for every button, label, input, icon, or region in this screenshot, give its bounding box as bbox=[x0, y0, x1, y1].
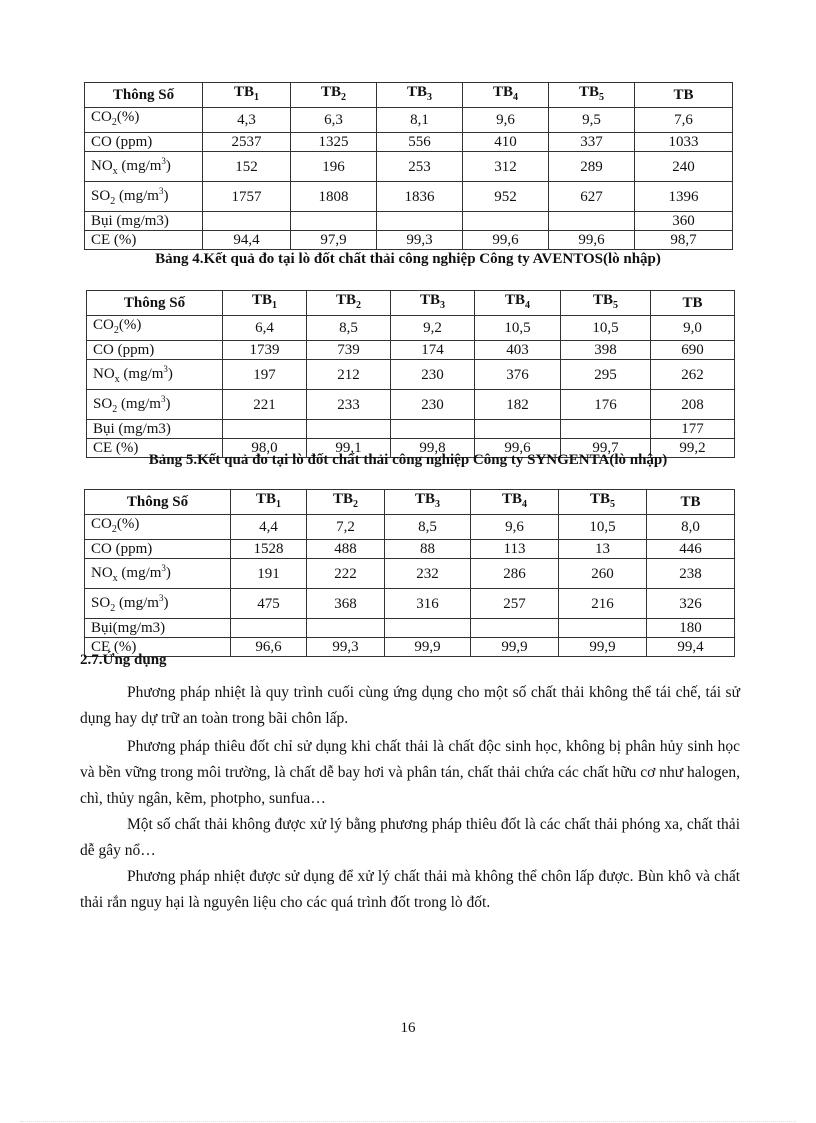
value-cell bbox=[561, 420, 651, 439]
value-cell bbox=[475, 420, 561, 439]
param-cell: $SO_2$ $(mg/m^3)$ bbox=[85, 589, 231, 619]
value-cell: 232 bbox=[385, 559, 471, 589]
paragraph-2: Phương pháp thiêu đốt chỉ sử dụng khi chất thải là chất độc sinh học, không bị phân hủy sinh học và bền vững trong môi trường, là chất dễ bay hơi và phân tán, chất thải chứa các chất hữu cơ như halogen, chì, thủy ngân, kẽm, photpho, sunfua… bbox=[80, 738, 740, 807]
table-5-caption: Bảng 5.Kết quả đo tại lò đốt chất thải công nghiệp Công ty SYNGENTA(lò nhập) bbox=[148, 452, 668, 468]
param-cell: $CO_2(\%)$ bbox=[87, 316, 223, 341]
header-col: $TB_1$ bbox=[223, 291, 307, 316]
table-row bbox=[85, 152, 733, 182]
value-cell: 13 bbox=[559, 540, 647, 559]
header-param: Thông Số bbox=[85, 490, 231, 515]
value-cell bbox=[203, 212, 291, 231]
value-cell bbox=[471, 619, 559, 638]
header-col: $TB_5$ bbox=[549, 83, 635, 108]
value-cell bbox=[377, 212, 463, 231]
value-cell: 99,9 bbox=[559, 638, 647, 657]
table-row bbox=[85, 108, 733, 133]
param-cell: $NO_x$ $(mg/m^3)$ bbox=[85, 559, 231, 589]
page-bottom-border bbox=[20, 1121, 796, 1122]
header-col: $TB_2$ bbox=[291, 83, 377, 108]
param-cell: $SO_2$ $(mg/m^3)$ bbox=[87, 390, 223, 420]
param-cell: $NO_x$ $(mg/m^3)$ bbox=[87, 360, 223, 390]
param-cell: $CO_2(\%)$ bbox=[85, 108, 203, 133]
value-cell: 7,2 bbox=[307, 515, 385, 540]
value-cell: 99,6 bbox=[475, 439, 561, 458]
table-4-caption: Bảng 4.Kết quả đo tại lò đốt chất thải công nghiệp Công ty AVENTOS(lò nhập) bbox=[155, 251, 661, 267]
value-cell: 9,6 bbox=[471, 515, 559, 540]
table-header-row bbox=[85, 490, 735, 515]
value-cell: 410 bbox=[463, 133, 549, 152]
value-cell bbox=[307, 420, 391, 439]
table-row bbox=[85, 212, 733, 231]
value-cell: 739 bbox=[307, 341, 391, 360]
value-cell: 99,6 bbox=[463, 231, 549, 250]
section-heading: 2.7.Ứng dụng bbox=[80, 652, 167, 668]
value-cell: 9,2 bbox=[391, 316, 475, 341]
table-row bbox=[85, 540, 735, 559]
param-cell: Bụi(mg/m3) bbox=[85, 619, 231, 638]
value-cell: 99,2 bbox=[651, 439, 735, 458]
param-cell: Bụi (mg/m3) bbox=[87, 420, 223, 439]
results-table-3 bbox=[84, 82, 733, 250]
value-cell: 177 bbox=[651, 420, 735, 439]
header-col: TB bbox=[647, 490, 735, 515]
value-cell: 10,5 bbox=[475, 316, 561, 341]
value-cell: 212 bbox=[307, 360, 391, 390]
page-number: 16 bbox=[400, 1020, 416, 1036]
value-cell: 1033 bbox=[635, 133, 733, 152]
value-cell: 230 bbox=[391, 360, 475, 390]
header-col: $TB_4$ bbox=[471, 490, 559, 515]
value-cell: 257 bbox=[471, 589, 559, 619]
value-cell: 221 bbox=[223, 390, 307, 420]
value-cell: 10,5 bbox=[559, 515, 647, 540]
value-cell: 368 bbox=[307, 589, 385, 619]
table-row bbox=[85, 515, 735, 540]
value-cell: 1325 bbox=[291, 133, 377, 152]
value-cell: 8,0 bbox=[647, 515, 735, 540]
value-cell: 326 bbox=[647, 589, 735, 619]
value-cell: 8,5 bbox=[385, 515, 471, 540]
table-row bbox=[87, 390, 735, 420]
paragraph-3: Một số chất thải không được xử lý bằng phương pháp thiêu đốt là các chất thải phóng xa, chất thải dễ gây nổ… bbox=[80, 816, 740, 859]
header-col: TB bbox=[635, 83, 733, 108]
value-cell: 99,1 bbox=[307, 439, 391, 458]
value-cell: 88 bbox=[385, 540, 471, 559]
value-cell bbox=[231, 619, 307, 638]
header-col: $TB_2$ bbox=[307, 291, 391, 316]
value-cell: 9,0 bbox=[651, 316, 735, 341]
paragraph-4: Phương pháp nhiệt được sử dụng để xử lý chất thải mà không thể chôn lấp được. Bùn khô và chất thải rắn nguy hại là nguyên liệu cho các quá trình đốt trong lò đốt. bbox=[80, 868, 740, 911]
value-cell: 6,3 bbox=[291, 108, 377, 133]
value-cell: 99,3 bbox=[377, 231, 463, 250]
value-cell bbox=[463, 212, 549, 231]
value-cell: 99,4 bbox=[647, 638, 735, 657]
value-cell: 295 bbox=[561, 360, 651, 390]
value-cell: 488 bbox=[307, 540, 385, 559]
value-cell: 238 bbox=[647, 559, 735, 589]
header-col: $TB_1$ bbox=[231, 490, 307, 515]
header-col: $TB_4$ bbox=[463, 83, 549, 108]
value-cell: 1739 bbox=[223, 341, 307, 360]
value-cell bbox=[559, 619, 647, 638]
value-cell: 174 bbox=[391, 341, 475, 360]
value-cell: 96,6 bbox=[231, 638, 307, 657]
header-param: Thông Số bbox=[85, 83, 203, 108]
value-cell: 6,4 bbox=[223, 316, 307, 341]
results-table-4 bbox=[86, 290, 735, 458]
table-row bbox=[87, 360, 735, 390]
table-row bbox=[85, 619, 735, 638]
value-cell: 690 bbox=[651, 341, 735, 360]
header-col: TB bbox=[651, 291, 735, 316]
value-cell: 99,9 bbox=[471, 638, 559, 657]
value-cell: 398 bbox=[561, 341, 651, 360]
param-cell: $NO_x$ $(mg/m^3)$ bbox=[85, 152, 203, 182]
header-col: $TB_3$ bbox=[377, 83, 463, 108]
value-cell: 230 bbox=[391, 390, 475, 420]
table-row bbox=[85, 559, 735, 589]
value-cell: 208 bbox=[651, 390, 735, 420]
value-cell: 475 bbox=[231, 589, 307, 619]
value-cell: 1396 bbox=[635, 182, 733, 212]
param-cell: Bụi (mg/m3) bbox=[85, 212, 203, 231]
value-cell: 216 bbox=[559, 589, 647, 619]
value-cell bbox=[549, 212, 635, 231]
value-cell bbox=[307, 619, 385, 638]
value-cell: 152 bbox=[203, 152, 291, 182]
header-col: $TB_3$ bbox=[391, 291, 475, 316]
param-cell: CE (%) bbox=[85, 231, 203, 250]
value-cell bbox=[385, 619, 471, 638]
table-row bbox=[85, 589, 735, 619]
value-cell bbox=[291, 212, 377, 231]
value-cell: 1757 bbox=[203, 182, 291, 212]
value-cell: 99,8 bbox=[391, 439, 475, 458]
table-row bbox=[85, 638, 735, 657]
table-row bbox=[87, 420, 735, 439]
value-cell: 9,5 bbox=[549, 108, 635, 133]
value-cell: 98,0 bbox=[223, 439, 307, 458]
value-cell: 1808 bbox=[291, 182, 377, 212]
value-cell: 233 bbox=[307, 390, 391, 420]
table-row bbox=[85, 133, 733, 152]
value-cell: 240 bbox=[635, 152, 733, 182]
value-cell: 182 bbox=[475, 390, 561, 420]
value-cell: 289 bbox=[549, 152, 635, 182]
value-cell: 4,4 bbox=[231, 515, 307, 540]
value-cell: 180 bbox=[647, 619, 735, 638]
value-cell: 952 bbox=[463, 182, 549, 212]
value-cell: 253 bbox=[377, 152, 463, 182]
table-row bbox=[85, 231, 733, 250]
table-header-row bbox=[85, 83, 733, 108]
value-cell: 8,5 bbox=[307, 316, 391, 341]
table-row bbox=[85, 182, 733, 212]
param-cell: CE (%) bbox=[85, 638, 231, 657]
value-cell: 8,1 bbox=[377, 108, 463, 133]
value-cell: 94,4 bbox=[203, 231, 291, 250]
header-col: $TB_3$ bbox=[385, 490, 471, 515]
value-cell: 556 bbox=[377, 133, 463, 152]
param-cell: $CO_2(\%)$ bbox=[85, 515, 231, 540]
value-cell: 403 bbox=[475, 341, 561, 360]
header-col: $TB_1$ bbox=[203, 83, 291, 108]
value-cell: 191 bbox=[231, 559, 307, 589]
value-cell: 99,7 bbox=[561, 439, 651, 458]
param-cell: CO (ppm) bbox=[85, 540, 231, 559]
param-cell: CO (ppm) bbox=[85, 133, 203, 152]
param-cell: CE (%) bbox=[87, 439, 223, 458]
value-cell: 360 bbox=[635, 212, 733, 231]
value-cell bbox=[391, 420, 475, 439]
value-cell: 1836 bbox=[377, 182, 463, 212]
value-cell: 312 bbox=[463, 152, 549, 182]
header-col: $TB_5$ bbox=[561, 291, 651, 316]
value-cell: 99,6 bbox=[549, 231, 635, 250]
value-cell: 99,3 bbox=[307, 638, 385, 657]
value-cell: 376 bbox=[475, 360, 561, 390]
table-header-row bbox=[87, 291, 735, 316]
value-cell: 316 bbox=[385, 589, 471, 619]
value-cell: 176 bbox=[561, 390, 651, 420]
value-cell: 222 bbox=[307, 559, 385, 589]
value-cell: 260 bbox=[559, 559, 647, 589]
value-cell: 627 bbox=[549, 182, 635, 212]
value-cell: 262 bbox=[651, 360, 735, 390]
value-cell: 97,9 bbox=[291, 231, 377, 250]
table-row bbox=[87, 316, 735, 341]
value-cell: 1528 bbox=[231, 540, 307, 559]
value-cell: 7,6 bbox=[635, 108, 733, 133]
value-cell: 2537 bbox=[203, 133, 291, 152]
value-cell: 196 bbox=[291, 152, 377, 182]
value-cell: 9,6 bbox=[463, 108, 549, 133]
value-cell: 286 bbox=[471, 559, 559, 589]
param-cell: CO (ppm) bbox=[87, 341, 223, 360]
value-cell: 446 bbox=[647, 540, 735, 559]
paragraph-1: Phương pháp nhiệt là quy trình cuối cùng ứng dụng cho một số chất thải không thể tái chế, tái sử dụng hay dự trữ an toàn trong bãi chôn lấp. bbox=[80, 684, 740, 727]
value-cell: 4,3 bbox=[203, 108, 291, 133]
header-col: $TB_5$ bbox=[559, 490, 647, 515]
value-cell: 98,7 bbox=[635, 231, 733, 250]
value-cell: 99,9 bbox=[385, 638, 471, 657]
param-cell: $SO_2$ $(mg/m^3)$ bbox=[85, 182, 203, 212]
header-col: $TB_2$ bbox=[307, 490, 385, 515]
value-cell: 10,5 bbox=[561, 316, 651, 341]
value-cell: 197 bbox=[223, 360, 307, 390]
value-cell: 113 bbox=[471, 540, 559, 559]
header-col: $TB_4$ bbox=[475, 291, 561, 316]
value-cell bbox=[223, 420, 307, 439]
header-param: Thông Số bbox=[87, 291, 223, 316]
results-table-5 bbox=[84, 489, 735, 657]
table-row bbox=[87, 341, 735, 360]
value-cell: 337 bbox=[549, 133, 635, 152]
